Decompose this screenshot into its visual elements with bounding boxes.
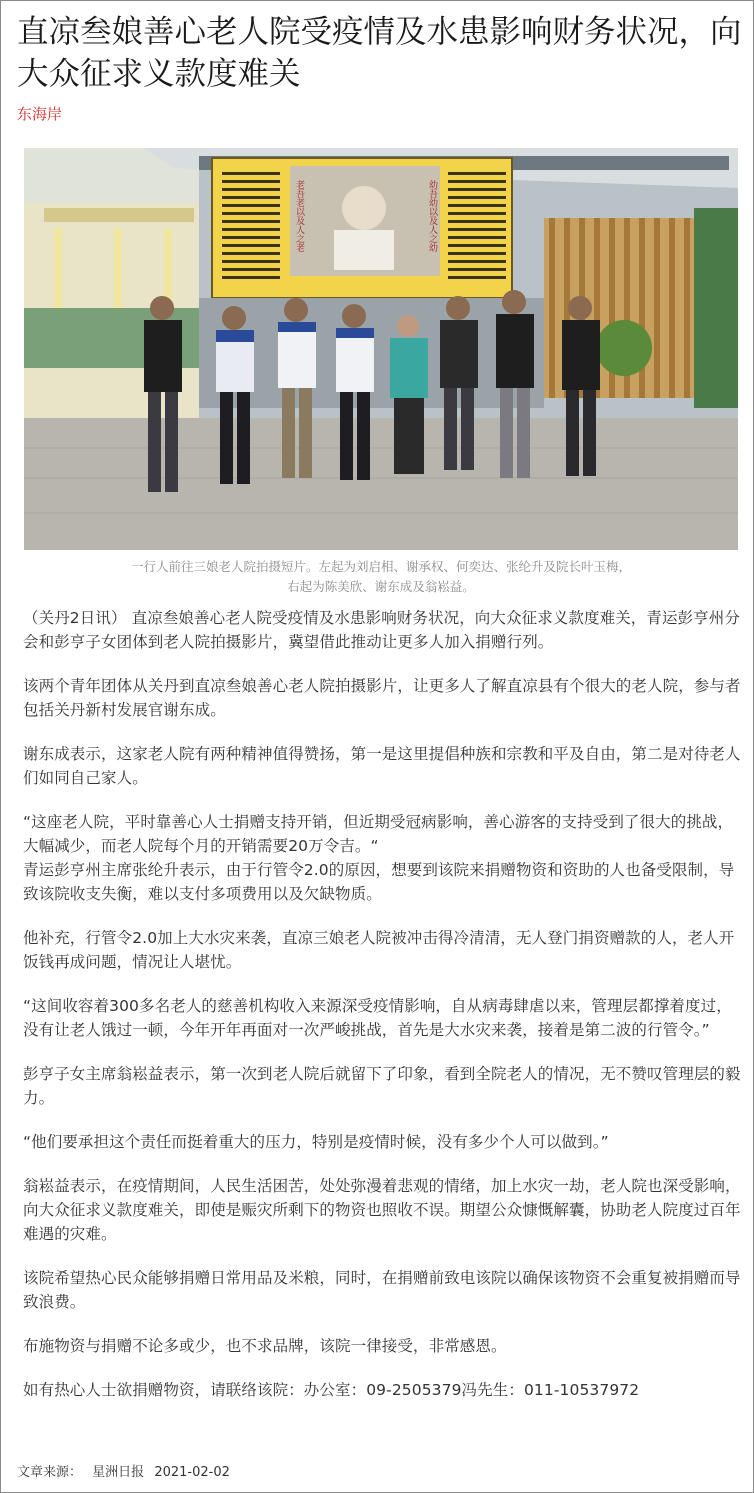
paragraph-4: “这座老人院，平时靠善心人士捐赠支持开销，但近期受冠病影响，善心游客的支持受到了很大的挑战，大幅减少，而老人院每个月的开销需要20万令吉。“ (23, 813, 734, 855)
paragraph-11: 该院希望热心民众能够捐赠日常用品及米粮，同时，在捐赠前致电该院以确保该物资不会重复被捐赠而导致浪费。 (23, 1269, 741, 1311)
article-body (23, 606, 741, 1422)
paragraph-8: 彭亨子女主席翁崧益表示，第一次到老人院后就留下了印象，看到全院老人的情况，无不赞叹管理层的毅力。 (23, 1065, 741, 1107)
paragraph-2: 该两个青年团体从关丹到直凉叁娘善心老人院拍摄影片，让更多人了解直凉县有个很大的老人院，参与者包括关丹新村发展官谢东成。 (23, 677, 741, 719)
paragraph-7: “这间收容着300多名老人的慈善机构收入来源深受疫情影响，自从病毒肆虐以来，管理层都撑着度过，没有让老人饿过一顿，今年开年再面对一次严峻挑战，首先是大水灾来袭，接着是第二波的行管令。” (23, 997, 732, 1039)
photo-caption (24, 557, 738, 597)
source-name: 星洲日报 (92, 1465, 145, 1480)
banner-right-text: 幼吾幼以及人之幼 (427, 180, 437, 252)
paragraph-12: 布施物资与捐赠不论多或少，也不求品牌，该院一律接受，非常感恩。 (23, 1337, 507, 1355)
caption-line-2: 右起为陈美欣、谢东成及翁崧益。 (287, 579, 475, 594)
category-link[interactable]: 东海岸 (17, 105, 63, 123)
paragraph-6: 他补充，行管令2.0加上大水灾来袭，直凉三娘老人院被冲击得冷清清，无人登门捐资赠款的人，老人开饭钱再成问题，情况让人堪忧。 (23, 929, 735, 971)
paragraph-10: 翁崧益表示，在疫情期间，人民生活困苦，处处弥漫着悲观的情绪，加上水灾一劫，老人院也深受影响，向大众征求义款度难关，即使是赈灾所剩下的物资也照收不误。期望公众慷慨解囊，协助老人院度过百年难遇的灾难。 (23, 1177, 741, 1243)
source-date: 2021-02-02 (154, 1465, 230, 1480)
paragraph-1: （关丹2日讯） 直凉叁娘善心老人院受疫情及水患影响财务状况，向大众征求义款度难关，青运彭亨州分会和彭亨子女团体到老人院拍摄影片，冀望借此推动让更多人加入捐赠行列。 (23, 609, 740, 651)
article-source (17, 1464, 236, 1482)
paragraph-3: 谢东成表示，这家老人院有两种精神值得赞扬，第一是这里提倡种族和宗教和平及自由，第二是对待老人们如同自己家人。 (23, 745, 741, 787)
paragraph-13: 如有热心人士欲捐赠物资，请联络该院：办公室：09-2505379冯先生：011-10537972 (23, 1381, 640, 1399)
caption-line-1: 一行人前往三娘老人院拍摄短片。左起为刘启相、谢承权、何奕达、张纶升及院长叶玉梅， (130, 559, 631, 574)
article-photo (24, 148, 738, 550)
paragraph-9: “他们要承担这个责任而挺着重大的压力，特别是疫情时候，没有多少个人可以做到。” (23, 1133, 609, 1151)
banner-left-text: 老吾老以及人之老 (294, 180, 304, 252)
article-title: 直凉叁娘善心老人院受疫情及水患影响财务状况，向大众征求义款度难关 (17, 14, 742, 92)
paragraph-5: 青运彭亨州主席张纶升表示，由于行管令2.0的原因，想要到该院来捐赠物资和资助的人也备受限制，导致该院收支失衡，难以支付多项费用以及欠缺物质。 (23, 861, 735, 903)
source-label: 文章来源： (17, 1465, 83, 1480)
